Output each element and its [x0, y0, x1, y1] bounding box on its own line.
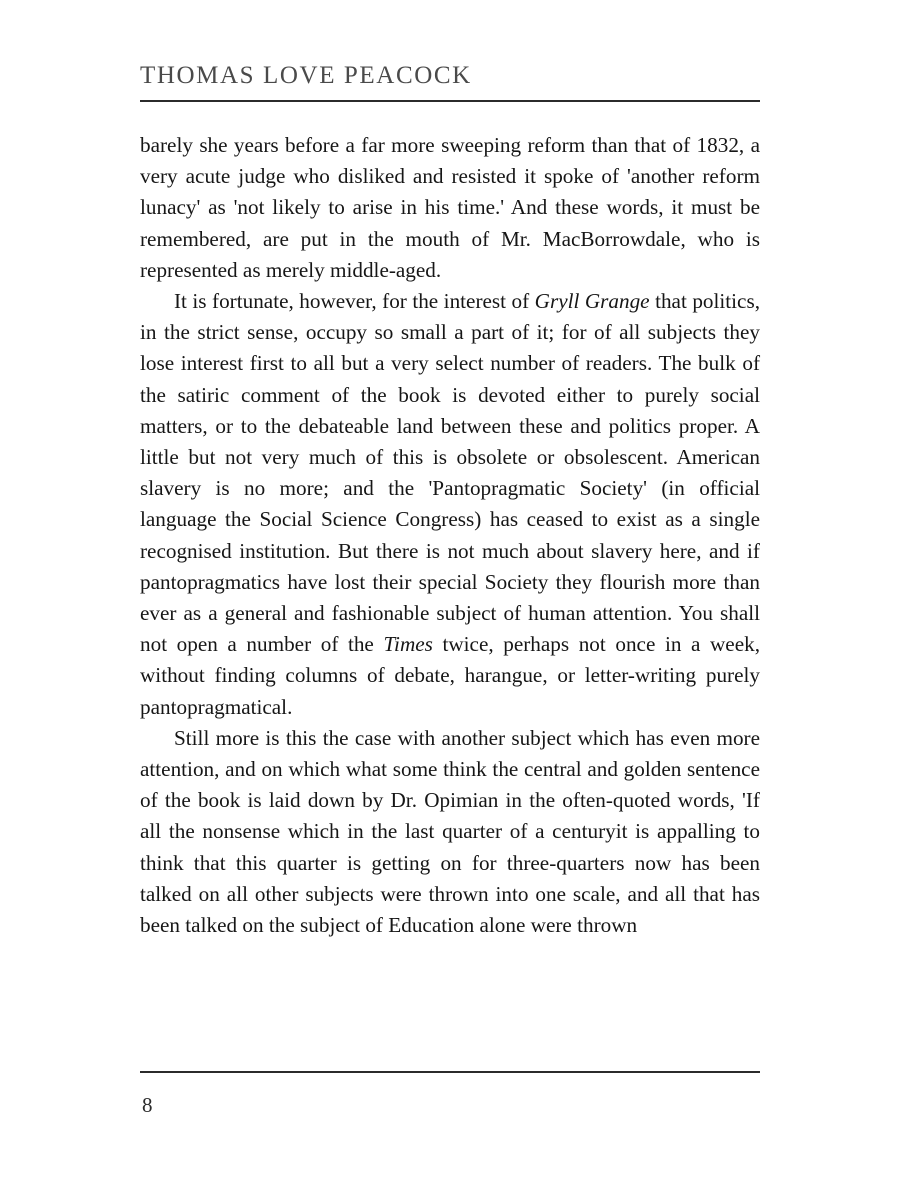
page-number: 8: [142, 1093, 153, 1117]
paragraph-1: [140, 130, 760, 286]
page-content-area: [140, 0, 760, 1200]
paragraph-1-text: barely she years before a far more sweeping reform than that of 1832, a very acute judge who disliked and resisted it spoke of 'another reform lunacy' as 'not likely to arise in his time.' And these words, it must be remembered, are put in the mouth of Mr. MacBorrowdale, who is represented as merely middle-aged.: [140, 133, 760, 282]
footer-rule: [140, 1071, 760, 1073]
italic-title: Gryll Grange: [534, 289, 650, 314]
paragraph-3-text: Still more is this the case with another subject which has even more attention, and on which what some think the central and golden sentence of the book is laid down by Dr. Opimian in the often-quoted words, 'If all the nonsense which in the last quarter of a centuryit is appalling to think that this quarter is getting on for three-quarters now has been talked on all other subjects were thrown into one scale, and all that has been talked on the subject of Education alone were thrown: [140, 725, 760, 938]
running-head: THOMAS LOVE PEACOCK: [140, 62, 472, 89]
paragraph-2-text: It is fortunate, however, for the interest of Gryll Grange that politics, in the strict sense, occupy so small a part of it; for of all subjects they lose interest first to all but a very select number of readers. The bulk of the satiric comment of the book is devoted either to purely social matters, or to the debateable land between these and politics proper. A little but not very much of this is obsolete or obsolescent. American slavery is no more; and the 'Pantopragmatic Society' (in official language the Social Science Congress) has ceased to exist as a single recognised institution. But there is not much about slavery here, and if pantopragmatics have lost their special Society they flourish more than ever as a general and fashionable subject of human attention. You shall not open a number of the Times twice, perhaps not once in a week, without finding columns of debate, harangue, or letter-writing purely pantopragmatical.: [140, 289, 761, 719]
italic-title: Times: [383, 632, 433, 657]
body-text: [140, 130, 760, 941]
header-rule: [140, 100, 760, 102]
paragraph-3: [140, 723, 760, 941]
paragraph-2: [140, 286, 760, 723]
